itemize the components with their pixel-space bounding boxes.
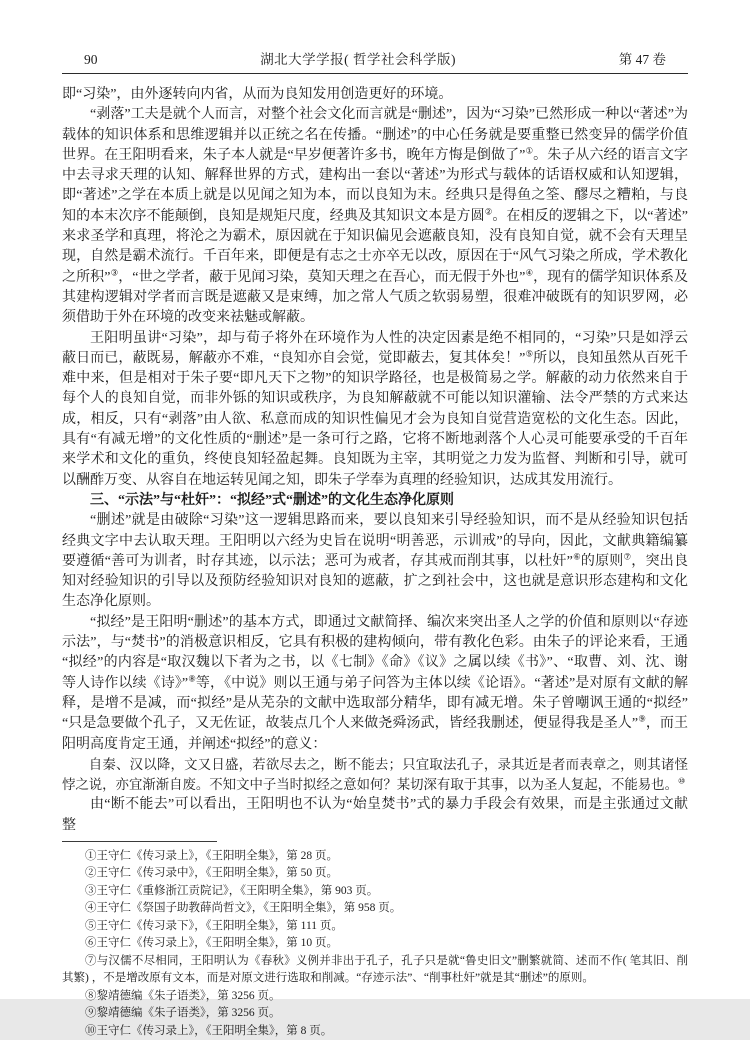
footnote-2: ②王守仁《传习录中》，《王阳明全集》，第 50 页。 bbox=[85, 867, 338, 880]
body-paragraph-4: “拟经”是王阳明“删述”的基本方式，即通过文献简择、编次来突出圣人之学的价值和原则以“存迹示法”，与“焚书”的消极意识相反，它具有积极的建构倾向，带有教化色彩。由朱子的评论来看，王通“拟经”的内容是“取汉魏以下者为之书，以《七制》《命》《议》之属以续《书》”、“取曹、刘、沈、谢等人诗作以续《诗》”⑧等，《中说》则以王通与弟子问答为主体以续《论语》。“著述”是对原有文献的解释，是增不是减，而“拟经”是从芜杂的文献中选取部分精华，即有减无增。朱子曾嘲讽王通的“拟经”“只是急要做个孔子，又无佐证，故装点几个人来做尧舜汤武，皆经我删述，便显得我是圣人”⑨，而王阳明高度肯定王通，并阐述“拟经”的意义： bbox=[62, 614, 689, 752]
body-paragraph-3: “删述”就是由破除“习染”这一逻辑思路而来，要以良知来引导经验知识，而不是从经验知识包括经典文字中去认取天理。王阳明以六经为史旨在说明“明善恶，示训戒”的导向，因此，文献典籍编纂要遵循“善可为训者，时存其迹，以示法；恶可为戒者，存其戒而削其事，以杜奸”⑥的原则⑦，突出良知对经验知识的引导以及预防经验知识对良知的遮蔽，扩之到社会中，这也就是意识形态建构和文化生态净化原则。 bbox=[62, 513, 688, 610]
page-header bbox=[62, 0, 688, 74]
page-number: 90 bbox=[84, 52, 98, 67]
body-paragraph-2: 王阳明虽讲“习染”，却与荀子将外在环境作为人性的决定因素是绝不相同的，“习染”只是如浮云蔽日而已，蔽既易，解蔽亦不难，“良知亦自会觉，觉即蔽去，复其体矣！”⑤所以，良知虽然从百死千难中来，但是相对于朱子要“即凡天下之物”的知识学路径，也是极简易之学。解蔽的动力依然来自于每个人的良知自觉，而非外铄的知识或秩序，为良知解蔽就不可能以知识灌输、法令严禁的方式来达成，相反，只有“剥落”由人欲、私意而成的知识性偏见才会为良知自觉营造宽松的文化生态。因此，具有“有减无增”的文化性质的“删述”是一条可行之路，它将不断地剥落个人心灵可能要承受的千百年来学术和文化的重负，终使良知轻盈起舞。良知既为主宰，其明觉之力发为监督、判断和引导，就可以酬酢万变、从容自在地运转见闻之知，即朱子学奉为真理的经验知识，达成其发用流行。 bbox=[62, 330, 689, 488]
section-heading: 三、“示法”与“杜奸”：“拟经”式“删述”的文化生态净化原则 bbox=[90, 492, 454, 508]
body-paragraph-5: 由“断不能去”可以看出，王阳明也不认为“始皇焚书”式的暴力手段会有效果，而是主张通过文献整 bbox=[62, 797, 688, 833]
footnote-6: ⑥王守仁《传习录上》，《王阳明全集》，第 10 页。 bbox=[85, 937, 338, 950]
paragraph-continuation: 即“习染”，由外逐转向内省，从而为良知发用创造更好的环境。 bbox=[62, 87, 453, 102]
article-body bbox=[62, 85, 688, 836]
footnote-5: ⑤王守仁《传习录下》，《王阳明全集》，第 111 页。 bbox=[85, 919, 343, 932]
footnote-8: ⑧黎靖德编《朱子语类》，第 3256 页。 bbox=[85, 989, 281, 1002]
footnote-10: ⑩王守仁《传习录上》，《王阳明全集》，第 8 页。 bbox=[85, 1024, 333, 1037]
body-paragraph-1: “剥落”工夫是就个人而言，对整个社会文化而言就是“删述”，因为“习染”已然形成一种以“著述”为载体的知识体系和思维逻辑并以正统之名在传播。“删述”的中心任务就是要重整已然变异的儒学价值世界。在王阳明看来，朱子本人就是“早岁便著许多书，晚年方悔是倒做了”①。朱子从六经的语言文字中去寻求天理的认知、解释世界的方式，建构出一套以“著述”为形式与载体的话语权威和认知逻辑，即“著述”之学在本质上就是以见闻之知为本，而以良知为末。经典只是得鱼之筌、醪尽之糟粕，与良知的本末次序不能颠倒，良知是规矩尺度，经典及其知识文本是方圆②。在相反的逻辑之下，以“著述”来求圣学和真理，将沦之为霸术，原因就在于知识偏见会遮蔽良知，没有良知自觉，就不会有天理呈现，自然是霸术流行。千百年来，即便是有志之士亦卒无以改，原因在于“风气习染之所成，学术教化之所积”③，“世之学者，蔽于见闻习染，莫知天理之在吾心，而无假于外也”④，现有的儒学知识体系及其建构逻辑对学者而言既是遮蔽又是束缚，加之常人气质之软弱易塑，很难冲破既有的知识罗网，必须借助于外在环境的改变来祛魅或解蔽。 bbox=[62, 107, 689, 326]
journal-title: 湖北大学学报( 哲学社会科学版) bbox=[260, 52, 457, 67]
footnotes-section bbox=[62, 841, 688, 1040]
footnote-separator bbox=[62, 841, 217, 842]
footnote-1: ①王守仁《传习录上》，《王阳明全集》，第 28 页。 bbox=[85, 849, 338, 862]
footnote-3: ③王守仁《重修浙江贡院记》，《王阳明全集》，第 903 页。 bbox=[85, 884, 379, 897]
footnote-7: ⑦与汉儒不尽相同，王阳明认为《春秋》义例并非出于孔子，孔子只是就“鲁史旧文”删繁就简、述而不作( 笔其旧、削其繁) ，不是增改原有文本，而是对原文进行选取和削减。“存迹示法”、“削事杜奸”就是其“删述”的原则。 bbox=[62, 954, 688, 985]
footnote-9: ⑨黎靖德编《朱子语类》，第 3256 页。 bbox=[85, 1007, 281, 1020]
volume-number: 第 47 卷 bbox=[618, 52, 666, 67]
block-quote: 自秦、汉以降，文又日盛，若欲尽去之，断不能去；只宜取法孔子，录其近是者而表章之，则其诸怪悖之说，亦宜渐渐自废。不知文中子当时拟经之意如何？某切深有取于其事，以为圣人复起，不能易也。⑩ bbox=[62, 756, 688, 793]
footnote-4: ④王守仁《祭国子助教薛尚哲文》，《王阳明全集》，第 958 页。 bbox=[85, 902, 402, 915]
